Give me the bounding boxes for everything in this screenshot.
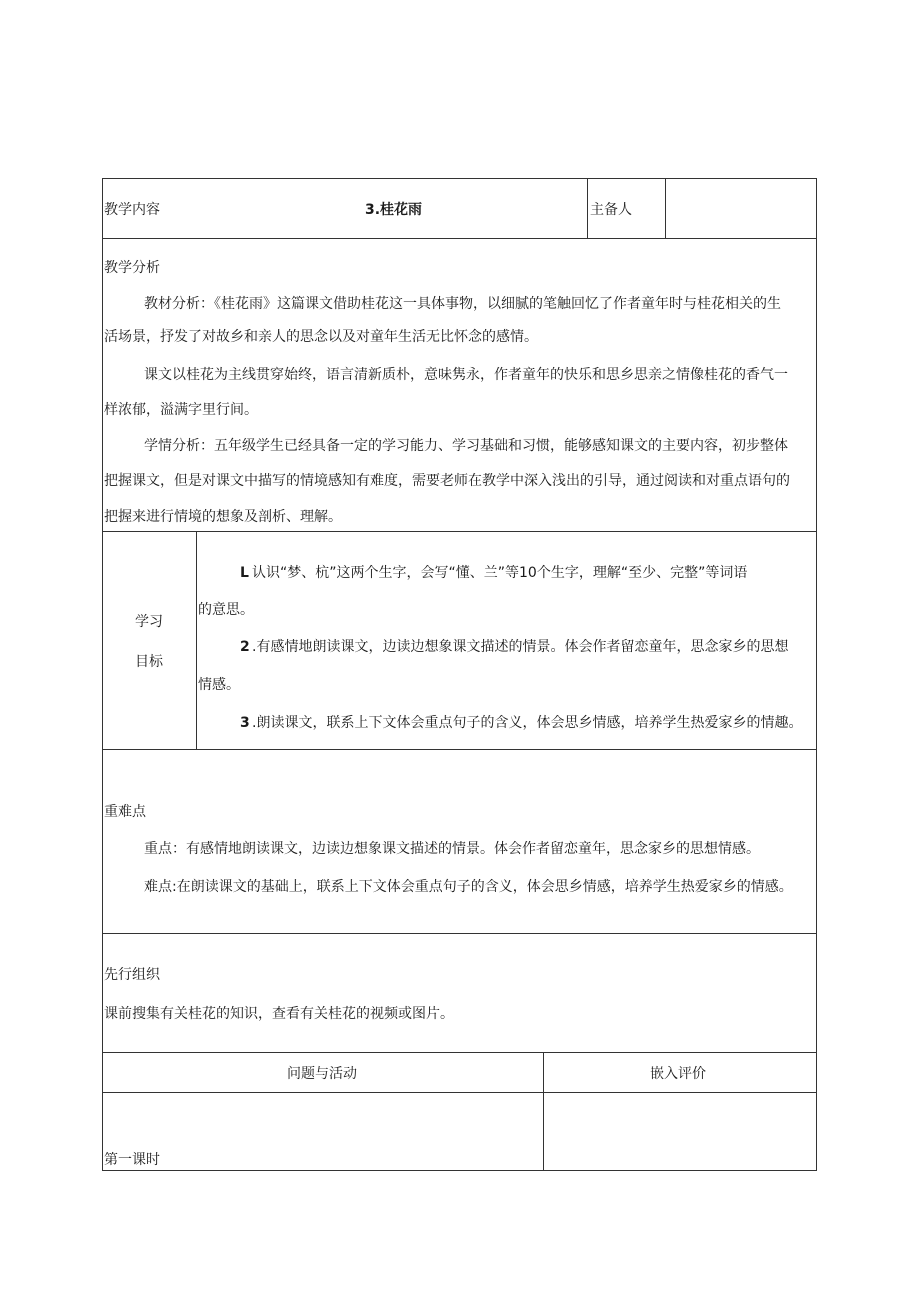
hard-point: 难点:在朗读课文的基础上，联系上下文体会重点句子的含义，体会思乡情感，培养学生热爱家乡的情感。 bbox=[144, 879, 793, 895]
row-divider bbox=[102, 1052, 817, 1053]
analysis-heading: 教学分析 bbox=[104, 260, 160, 276]
advance-heading: 先行组织 bbox=[104, 967, 160, 983]
objective-2-number: 2 bbox=[240, 639, 250, 655]
objective-3-number: 3 bbox=[240, 715, 250, 731]
objective-1-number: L bbox=[240, 565, 249, 581]
analysis-para3-line1: 学情分析：五年级学生已经具备一定的学习能力、学习基础和习惯，能够感知课文的主要内容，初步整体 bbox=[144, 438, 788, 454]
row-divider bbox=[102, 238, 817, 239]
col-divider bbox=[665, 178, 666, 238]
analysis-para1-line1: 教材分析：《桂花雨》这篇课文借助桂花这一具体事物，以细腻的笔触回忆了作者童年时与桂花相关的生 bbox=[144, 296, 781, 312]
analysis-para3-line3: 把握来进行情境的想象及剖析、理解。 bbox=[104, 509, 342, 525]
advance-text: 课前搜集有关桂花的知识，查看有关桂花的视频或图片。 bbox=[104, 1006, 454, 1022]
objective-1-line1: 认识“梦、杭”这两个生字，会写“懂、兰”等10个生字，理解“至少、完整”等词语 bbox=[252, 565, 748, 581]
col-divider bbox=[587, 178, 588, 238]
objective-2-line2: 情感。 bbox=[198, 677, 240, 693]
difficulties-heading: 重难点 bbox=[104, 804, 146, 820]
lesson-period-label: 第一课时 bbox=[104, 1152, 160, 1168]
analysis-para1-line2: 活场景，抒发了对故乡和亲人的思念以及对童年生活无比怀念的感情。 bbox=[104, 329, 538, 345]
objectives-label-1: 学习 bbox=[135, 614, 163, 630]
row-divider bbox=[102, 1092, 817, 1093]
analysis-para2-line2: 样浓郁，溢满字里行间。 bbox=[104, 402, 258, 418]
objective-1-line2: 的意思。 bbox=[198, 602, 254, 618]
row-divider bbox=[102, 531, 817, 532]
content-label: 教学内容 bbox=[104, 202, 160, 218]
preparer-label: 主备人 bbox=[590, 202, 632, 218]
objective-3-line1: .朗读课文，联系上下文体会重点句子的含义，体会思乡情感，培养学生热爱家乡的情趣。 bbox=[252, 715, 803, 731]
objective-2-line1: .有感情地朗读课文，边读边想象课文描述的情景。体会作者留恋童年，思念家乡的思想 bbox=[252, 639, 789, 655]
key-point: 重点：有感情地朗读课文，边读边想象课文描述的情景。体会作者留恋童年，思念家乡的思想情感。 bbox=[144, 841, 760, 857]
col-divider bbox=[543, 1052, 544, 1170]
objectives-label-2: 目标 bbox=[135, 654, 163, 670]
evaluation-col-header: 嵌入评价 bbox=[650, 1066, 706, 1082]
row-divider bbox=[102, 749, 817, 750]
analysis-para3-line2: 把握课文，但是对课文中描写的情境感知有难度，需要老师在教学中深入浅出的引导，通过阅读和对重点语句的 bbox=[104, 473, 790, 489]
row-divider bbox=[102, 933, 817, 934]
lesson-title: 3.桂花雨 bbox=[365, 202, 423, 218]
analysis-para2-line1: 课文以桂花为主线贯穿始终，语言清新质朴，意味隽永，作者童年的快乐和思乡思亲之情像桂花的香气一 bbox=[144, 367, 788, 383]
col-divider bbox=[196, 531, 197, 749]
activity-col-header: 问题与活动 bbox=[287, 1066, 357, 1082]
